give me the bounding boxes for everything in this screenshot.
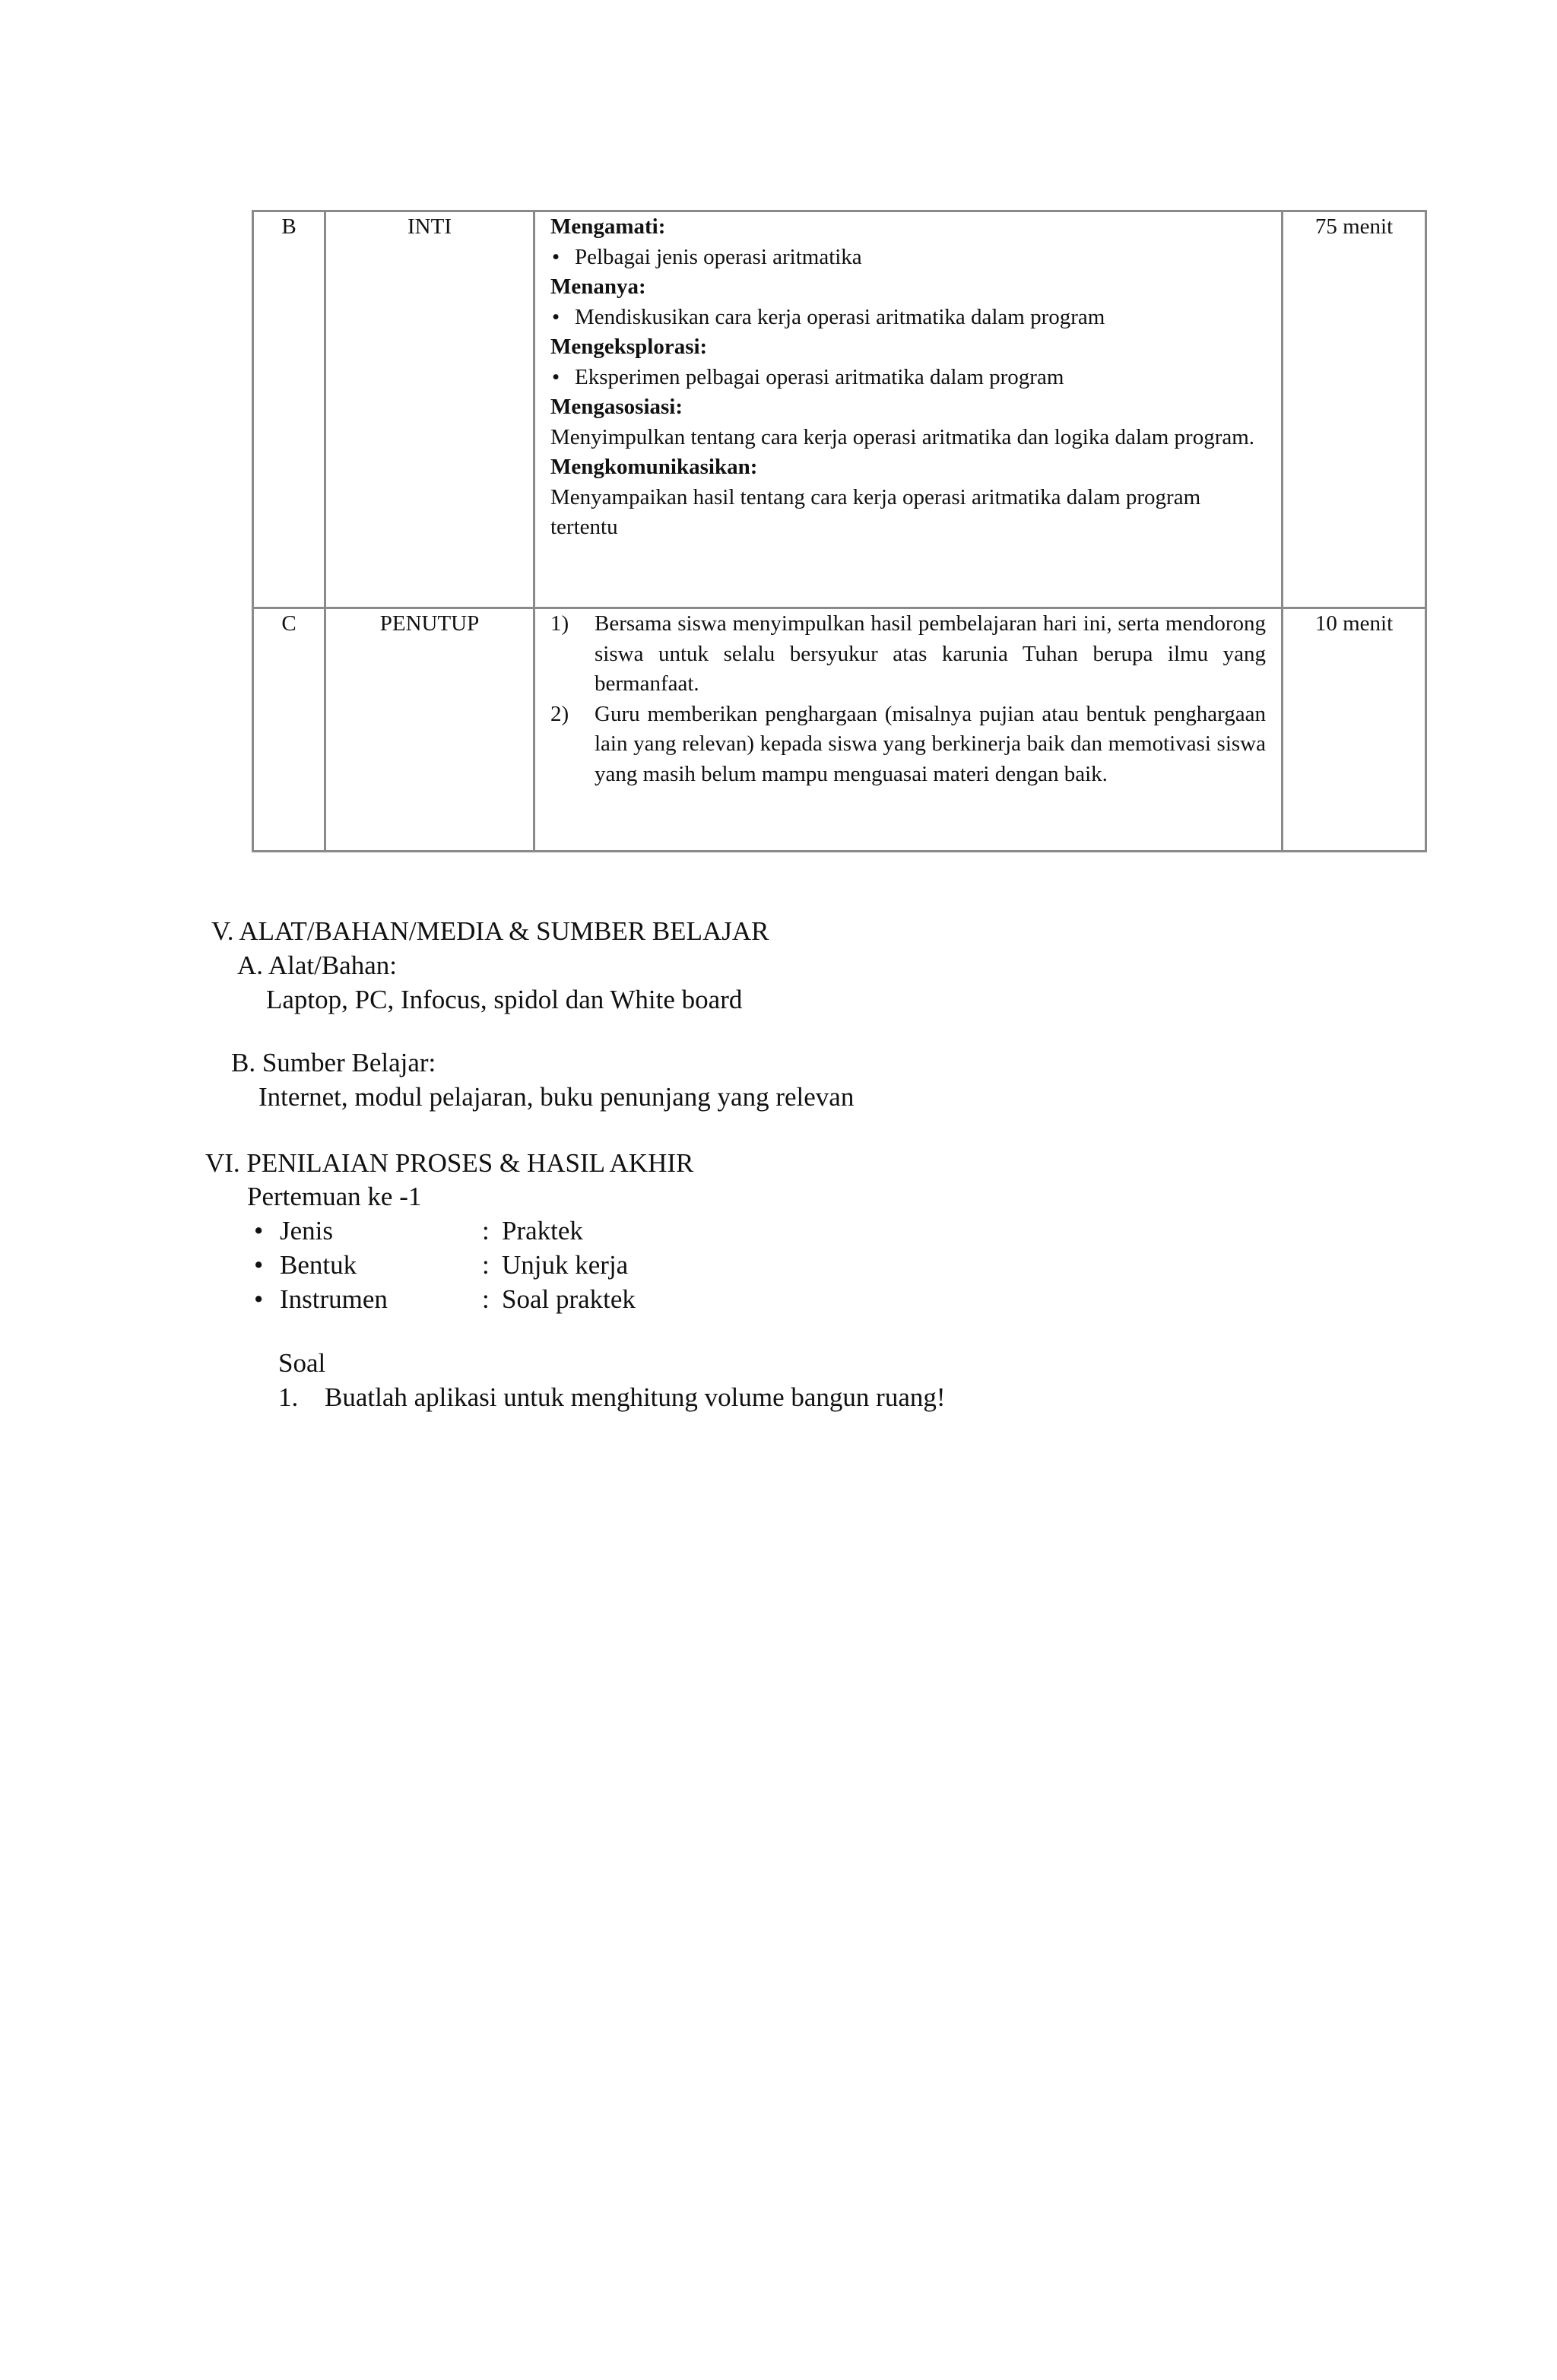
assessment-value: Soal praktek	[502, 1284, 636, 1314]
assessment-label: Instrumen	[280, 1284, 388, 1314]
question-text: Buatlah aplikasi untuk menghitung volume bangun ruang!	[325, 1382, 946, 1412]
bullet-icon: •	[254, 1216, 264, 1246]
assessment-colon: :	[482, 1284, 490, 1314]
activity-heading: Mengeksplorasi:	[550, 335, 708, 359]
subsection-label: B. Sumber Belajar:	[231, 1048, 436, 1077]
activity-text: Menyimpulkan tentang cara kerja operasi aritmatika dan logika dalam program.	[550, 424, 1255, 449]
list-number: 2)	[550, 701, 569, 726]
row-duration: 75 menit	[1283, 211, 1426, 608]
table-row	[253, 608, 1426, 852]
list-item	[550, 609, 1266, 700]
activity-bullet: • Eksperimen pelbagai operasi aritmatika dalam program	[550, 363, 1266, 393]
question-number: 1.	[278, 1382, 299, 1412]
bullet-icon: •	[254, 1250, 264, 1280]
section-title: V. ALAT/BAHAN/MEDIA & SUMBER BELAJAR	[211, 916, 769, 946]
activity-bullet: • Mendiskusikan cara kerja operasi aritmatika dalam program	[550, 303, 1266, 333]
assessment-label: Jenis	[280, 1216, 333, 1246]
assessment-value: Praktek	[502, 1216, 583, 1246]
bullet-icon: •	[254, 1284, 264, 1314]
row-stage: PENUTUP	[325, 608, 534, 852]
activity-heading: Mengamati:	[550, 214, 666, 239]
meeting-label: Pertemuan ke -1	[247, 1182, 422, 1211]
list-text: Guru memberikan penghargaan (misalnya pujian atau bentuk penghargaan lain yang relevan) kepada siswa yang berkinerja baik dan memotivasi siswa yang masih belum mampu menguasai materi dengan baik.	[595, 701, 1266, 786]
row-stage: INTI	[325, 211, 534, 608]
activity-heading: Mengkomunikasikan:	[550, 455, 758, 479]
subsection-text: Laptop, PC, Infocus, spidol dan White board	[266, 985, 743, 1014]
table-row	[253, 211, 1426, 608]
assessment-value: Unjuk kerja	[502, 1250, 629, 1280]
activity-text: Menyampaikan hasil tentang cara kerja operasi aritmatika dalam program tertentu	[550, 484, 1201, 539]
row-code: C	[253, 608, 325, 852]
subsection-label: A. Alat/Bahan:	[237, 950, 397, 980]
assessment-colon: :	[482, 1216, 490, 1246]
activity-heading: Menanya:	[550, 274, 646, 299]
activity-heading: Mengasosiasi:	[550, 395, 683, 419]
assessment-colon: :	[482, 1250, 490, 1280]
section-title: VI. PENILAIAN PROSES & HASIL AKHIR	[205, 1148, 694, 1178]
list-number: 1)	[550, 611, 569, 636]
activities-cell	[534, 608, 1283, 852]
list-item	[550, 700, 1266, 790]
subsection-text: Internet, modul pelajaran, buku penunjang yang relevan	[258, 1082, 855, 1112]
list-text: Bersama siswa menyimpulkan hasil pembelajaran hari ini, serta mendorong siswa untuk selalu bersyukur atas karunia Tuhan berupa ilmu yang bermanfaat.	[595, 611, 1266, 696]
lesson-activity-table	[252, 210, 1427, 852]
closing-list	[550, 609, 1266, 789]
soal-label: Soal	[278, 1348, 326, 1378]
activities-cell	[534, 211, 1283, 608]
activity-bullet: • Pelbagai jenis operasi aritmatika	[550, 243, 1266, 273]
row-code: B	[253, 211, 325, 608]
assessment-label: Bentuk	[280, 1250, 357, 1280]
row-duration: 10 menit	[1283, 608, 1426, 852]
